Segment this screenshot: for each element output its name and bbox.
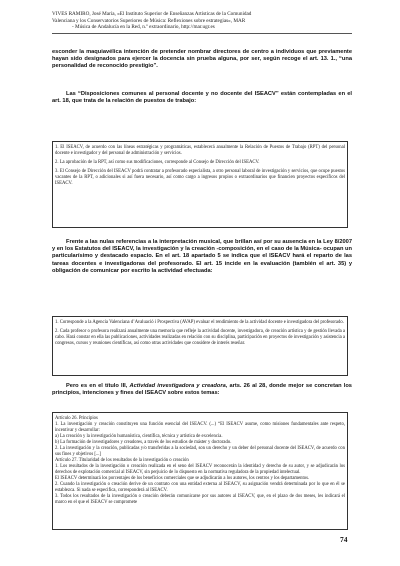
- article-27-heading: Artículo 27. Titularidad de los resultados de la investigación o creación: [55, 458, 189, 463]
- paragraph-4-lead: Pero es en el título III,: [66, 383, 130, 389]
- quote-box-evaluation-item-1: 1. Corresponde a la Agencia Valenciana d’Avaluació i Prospectiva (AVAP) evaluar el rendimiento de la actividad docente e investigadora del profesorado.: [55, 320, 344, 325]
- paragraph-4: [52, 383, 352, 397]
- header-line-1: VIVES RAMIRO, José María, «El Instituto Superior de Enseñanzas Artísticas de la Comunidad: [52, 11, 252, 17]
- paragraph-2: [52, 91, 352, 105]
- article-26-item-1: 1. La investigación y creación constituyen una función esencial del ISEACV. (...) “El ISEACV asume, como misiones fundamentales ante respeto, incentivar y desarrollar:: [55, 422, 345, 433]
- paragraph-4-text: [52, 383, 352, 396]
- header-rule: [52, 33, 352, 34]
- page-number: 74: [340, 535, 348, 544]
- article-26-item-a: a) La creación y la investigación humanística, científica, técnica y artística de excelencia.: [55, 434, 223, 439]
- quote-box-rpt: [52, 141, 348, 228]
- article-26-item-b: b) La formación de investigadores y creadores, a través de los estudios de máster y doctorado.: [55, 440, 232, 445]
- running-header: [52, 11, 352, 34]
- quote-box-evaluation-item-2: 2. Cada profesor o profesora realizará anualmente una memoria que refleje la actividad docente, investigadora, de creación artística y de gestión llevada a cabo. Hará constar en ella las publicaciones, actividades realizadas en relación con su disciplina, participación en proyectos de investigación y asistencia a congresos, cursos y reuniones científicas, así como otras actividades que considere de interés reseñar.: [55, 329, 345, 346]
- paragraph-3: [52, 239, 352, 275]
- quote-box-rpt-item-3: 3. El Consejo de Dirección del ISEACV podrá contratar a profesorado especialista, a otro personal laboral de investigación y servicios, que ocupe puestos vacantes de la RPT, o adicionales si así fuera necesario, así como cargo a ingresos propios o extraordinarios que financien proyectos específicos del ISEACV.: [55, 169, 345, 186]
- header-line-2: Valenciana y los Conservatorios Superiores de Música: Reflexiones sobre estrategias», MAR: [52, 17, 246, 24]
- quote-box-rpt-item-1: 1. El ISEACV, de acuerdo con las líneas estratégicas y programáticas, establecerá anualmente la Relación de Puestos de Trabajo (RPT) del personal docente e investigador y del personal de administración y servicios.: [55, 145, 345, 156]
- paragraph-1: [52, 49, 352, 71]
- header-line-3: - Música de Andalucía en la Red, n.º extraordinario, http://mar.ugr.es: [72, 24, 215, 31]
- paragraph-1-text: esconder la maquiavélica intención de pretender nombrar directores de centro a individuos que previamente hayan sido designados para ejercer la docencia sin prueba alguna, por ser, según recoge el art. 13. 1., “una personalidad de reconocido prestigio”.: [52, 49, 352, 70]
- quote-box-research: [52, 412, 348, 530]
- paragraph-4-title: Actividad investigadora y creadora: [129, 383, 226, 389]
- article-27-item-1: 1. Los resultados de la investigación o creación realizada en el seno del ISEACV reconocerán la identidad y derecho de su autor, y se adjudicarán los derechos de explotación comercial al ISEACV, sin perjuicio de lo dispuesto en la normativa reguladora de la propiedad intelectual.: [55, 464, 345, 475]
- article-26-heading: Artículo 26. Principios: [55, 416, 98, 421]
- article-27-item-1b: El ISEACV determinará los porcentajes de los beneficios comerciales que se adjudicarán a los autores, los centros y los departamentos.: [55, 476, 310, 481]
- article-27-item-2: 2. Cuando la investigación o creación derive de un contrato con una entidad externa al ISEACV, su asignación vendrá determinada por lo que en él se establezca. Si nada se especifica, corresponderá al ISEACV.: [55, 482, 345, 493]
- paragraph-3-text: Frente a las nulas referencias a la interpretación musical, que brillan así por su ausencia en la Ley 8/2007 y en los Estatutos del ISEACV, la investigación y la creación -composición, en el caso de la Música- ocupan un particularísimo y destacado espacio. En el art. 18 apartado 5 se indica que el ISEACV hará el reparto de las tareas docentes e investigadoras del profesorado. El art. 15 incide en la evaluación (también el art. 35) y obligación de comunicar por escrito la actividad efectuada:: [52, 239, 352, 274]
- article-26-item-2: 2. La investigación y la creación, publicadas y/o transferidas a la sociedad, son un derecho y un deber del personal docente del ISEACV, de acuerdo con sus fines y objetivos [...]: [55, 446, 345, 457]
- paragraph-2-text: Las “Disposiciones comunes al personal docente y no docente del ISEACV” están contempladas en el art. 18, que trata de la relación de puestos de trabajo:: [52, 91, 352, 105]
- paragraph-4-tail: , arts. 26 al 28, donde mejor se concretan los principios, intenciones y fines del ISEACV sobre estos temas:: [52, 383, 352, 397]
- quote-box-evaluation: [52, 316, 348, 376]
- article-27-item-3: 3. Todos los resultados de la investigación o creación deberán comunicarse por sus autores al ISEACV, que, en el plazo de dos meses, les indicará el marco en el que el ISEACV se compromete: [55, 494, 345, 505]
- quote-box-rpt-item-2: 2. La aprobación de la RPT, así como sus modificaciones, corresponde al Consejo de Dirección del ISEACV.: [55, 160, 260, 165]
